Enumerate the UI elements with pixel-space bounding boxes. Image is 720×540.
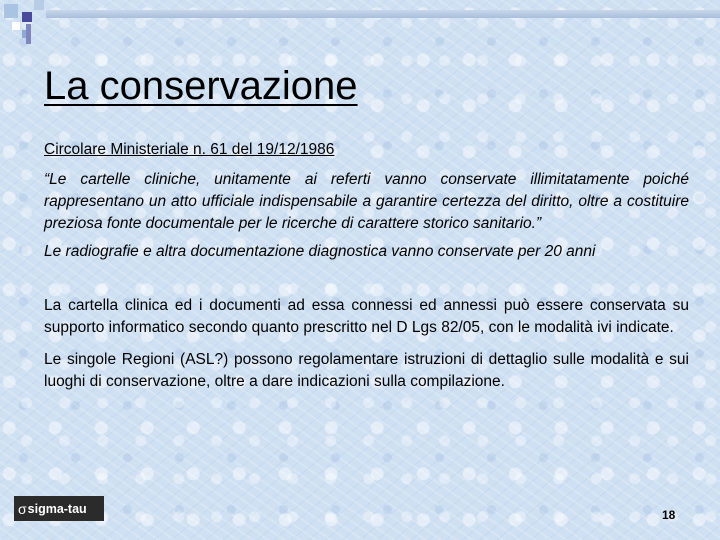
regions-paragraph: Le singole Regioni (ASL?) possono regolamentare istruzioni di dettaglio sulle modalità e sui luoghi di conservazione, oltre a dare indicazioni sulla compilazione. [44,351,689,390]
page-number: 18 [662,508,676,522]
radiographs-paragraph: Le radiografie e altra documentazione diagnostica vanno conservate per 20 anni [44,243,596,260]
left-decoration-bar [26,24,31,44]
corner-decoration-square [4,4,18,18]
slide-body [44,139,689,393]
circular-quote: “Le cartelle cliniche, unitamente ai referti vanno conservate illimitatamente poiché rappresentano un atto ufficiale indispensabile a garantire certezza del diritto, oltre a costituire preziosa fonte documentale per le ricerche di carattere storico sanitario.” [44,171,689,232]
circular-reference: Circolare Ministeriale n. 61 del 19/12/1986 [44,141,335,158]
slide-title: La conservazione [44,64,358,108]
corner-decoration-square [34,0,44,10]
logo-text: sigma-tau [27,501,87,516]
top-decoration-bar [46,10,720,18]
sigma-tau-logo [14,496,104,521]
sigma-icon: σ [18,500,27,517]
corner-decoration-square [12,22,20,30]
corner-decoration-square [22,12,32,22]
digital-storage-paragraph: La cartella clinica ed i documenti ad essa connessi ed annessi può essere conservata su supporto informatico secondo quanto prescritto nel D Lgs 82/05, con le modalità ivi indicate. [44,297,689,336]
